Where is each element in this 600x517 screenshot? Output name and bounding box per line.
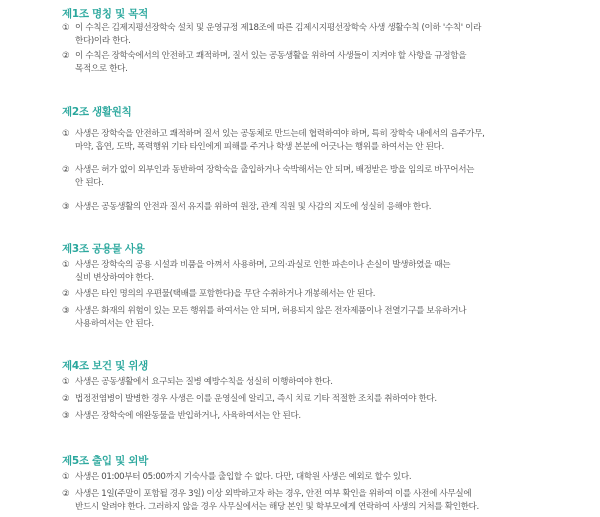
item-line: 사생은 1일(주말이 포함될 경우 3일) 이상 외박하고자 하는 경우, 안전 여부 확인을 위하여 이를 사전에 사무실에 xyxy=(75,489,472,499)
article-3-item-3 xyxy=(62,305,582,331)
item-line: 한다)이라 한다. xyxy=(75,36,131,46)
section-heading-4: 제4조 보건 및 위생 xyxy=(62,360,148,372)
item-number: ③ xyxy=(62,411,70,421)
item-line: 사생은 장학숙의 공용 시설과 비품을 아껴서 사용하며, 고의·과실로 인한 파손이나 손실이 발생하였을 때는 xyxy=(75,260,451,270)
item-line: 사생은 허가 없이 외부인과 동반하여 장학숙을 출입하거나 숙박해서는 안 되며, 배정받은 방을 임의로 바꾸어서는 xyxy=(75,165,475,175)
item-line: 이 수칙은 장학숙에서의 안전하고 쾌적하며, 질서 있는 공동생활을 위하여 사생들이 지켜야 할 사항을 규정함을 xyxy=(75,51,467,61)
article-4-item-1 xyxy=(62,376,582,389)
item-line: 마약, 흡연, 도박, 폭력행위 기타 타인에게 피해를 주거나 학생 본분에 어긋나는 행위를 하여서는 안 된다. xyxy=(75,142,444,152)
item-number: ② xyxy=(62,51,70,61)
article-2-item-2 xyxy=(62,164,582,190)
section-heading-3: 제3조 공용물 사용 xyxy=(62,243,145,255)
item-number: ① xyxy=(62,472,70,482)
item-line: 사생은 화재의 위험이 있는 모든 행위를 하여서는 안 되며, 허용되지 않은 전자제품이나 전열기구를 보유하거나 xyxy=(75,306,467,316)
article-1-item-1 xyxy=(62,22,582,48)
article-3-item-1 xyxy=(62,259,582,285)
item-number: ② xyxy=(62,489,70,499)
item-line: 목적으로 한다. xyxy=(75,64,128,74)
item-line: 실비 변상하여야 한다. xyxy=(75,273,154,283)
article-3-item-2 xyxy=(62,288,582,301)
item-line: 이 수칙은 김제지평선장학숙 설치 및 운영규정 제18조에 따른 김제시지평선장학숙 사생 생활수칙 (이하 '수칙' 이라 xyxy=(75,23,482,33)
item-number: ① xyxy=(62,377,70,387)
item-number: ② xyxy=(62,165,70,175)
article-4-item-3 xyxy=(62,410,582,423)
item-line: 반드시 알려야 한다. 그러하지 않을 경우 사무실에서는 해당 본인 및 학부모에게 연락하여 사생의 거처를 확인한다. xyxy=(75,502,479,512)
section-heading-5: 제5조 출입 및 외박 xyxy=(62,455,148,467)
article-5-item-2 xyxy=(62,488,582,514)
item-line: 사생은 공동생활의 안전과 질서 유지를 위하여 원장, 관계 직원 및 사감의 지도에 성실히 응해야 한다. xyxy=(75,202,432,212)
section-heading-1: 제1조 명칭 및 목적 xyxy=(62,8,148,20)
article-5-item-1 xyxy=(62,471,582,484)
article-4-item-2 xyxy=(62,393,582,406)
item-line: 사생은 01:00부터 05:00까지 기숙사를 출입할 수 없다. 다만, 대학원 사생은 예외로 할수 있다. xyxy=(75,472,412,482)
item-line: 사생은 장학숙에 애완동물을 반입하거나, 사육하여서는 안 된다. xyxy=(75,411,301,421)
article-2-item-1 xyxy=(62,128,582,154)
article-1-item-2 xyxy=(62,50,582,76)
item-line: 사생은 장학숙을 안전하고 쾌적하며 질서 있는 공동체로 만드는데 협력하여야 하며, 특히 장학숙 내에서의 음주가무, xyxy=(75,129,485,139)
item-line: 사용하여서는 안 된다. xyxy=(75,319,154,329)
item-line: 법정전염병이 발병한 경우 사생은 이를 운영실에 알리고, 즉시 치료 기타 적절한 조치를 취하여야 한다. xyxy=(75,394,437,404)
item-number: ② xyxy=(62,289,70,299)
item-number: ③ xyxy=(62,306,70,316)
item-number: ③ xyxy=(62,202,70,212)
item-line: 사생은 공동생활에서 요구되는 질병 예방수칙을 성실히 이행하여야 한다. xyxy=(75,377,333,387)
item-number: ① xyxy=(62,260,70,270)
item-number: ① xyxy=(62,129,70,139)
item-line: 사생은 타인 명의의 우편물(택배를 포함한다)을 무단 수취하거나 개봉해서는 안 된다. xyxy=(75,289,376,299)
item-number: ② xyxy=(62,394,70,404)
article-2-item-3 xyxy=(62,201,582,214)
item-line: 안 된다. xyxy=(75,178,104,188)
section-heading-2: 제2조 생활원칙 xyxy=(62,106,132,118)
item-number: ① xyxy=(62,23,70,33)
